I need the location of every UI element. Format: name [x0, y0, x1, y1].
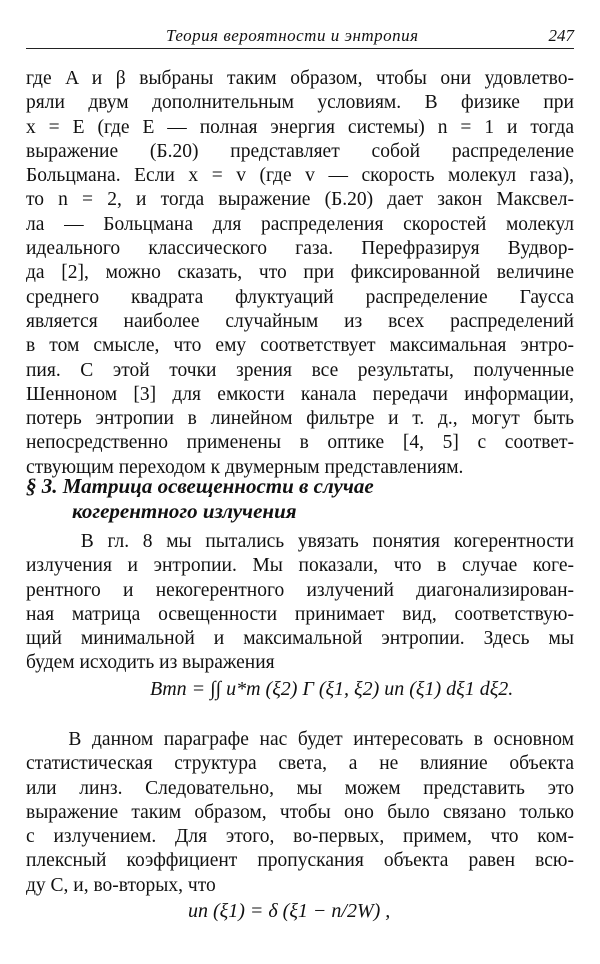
text-line: рентного и некогерентного излучений диагонализирован-: [26, 579, 574, 601]
section-heading-line-1: § 3. Матрица освещенности в случае: [26, 474, 374, 498]
text-line: да [2], можно сказать, что при фиксированной величине: [26, 262, 574, 284]
running-title: Теория вероятности и энтропия: [166, 26, 419, 45]
text-line: будем исходить из выражения: [26, 652, 275, 674]
text-line: среднего квадрата флуктуаций распределение Гаусса: [26, 286, 574, 308]
formula-delta: un (ξ1) = δ (ξ1 − n/2W) ,: [188, 900, 391, 922]
text-line: плексный коэффициент пропускания объекта равен всю-: [26, 850, 574, 872]
text-line: выражение таким образом, чтобы оно было связано только: [26, 801, 574, 823]
paragraph-2: [26, 530, 574, 676]
text-line: в том смысле, что ему соответствует максимальная энтро-: [26, 335, 574, 357]
running-header: [26, 24, 574, 49]
text-line: непосредственно применены в оптике [4, 5] с соответ-: [26, 432, 574, 454]
text-line: Больцмана. Если x = v (где v — скорость молекул газа),: [26, 165, 574, 187]
text-line: ная матрица освещенности принимает вид, соответствую-: [26, 603, 574, 625]
text-line: выражение (Б.20) представляет собой распределение: [26, 140, 574, 162]
text-line: с излучением. Для этого, во-первых, примем, что ком-: [26, 826, 574, 848]
text-line: ствующим переходом к двумерным представлениям.: [26, 456, 464, 478]
text-line: или линз. Следовательно, мы можем представить это: [26, 777, 574, 799]
text-line: ду C, и, во-вторых, что: [26, 874, 216, 896]
text-line: ряли двум дополнительным условиям. В физике при: [26, 92, 574, 114]
text-line: щий минимальной и максимальной энтропии. Здесь мы: [26, 628, 574, 650]
text-line: идеального классического газа. Перефразируя Вудвор-: [26, 238, 574, 260]
text-line: В данном параграфе нас будет интересовать в основном: [26, 729, 574, 750]
text-line: пия. С этой точки зрения все результаты, полученные: [26, 359, 574, 381]
text-line: то n = 2, и тогда выражение (Б.20) дает закон Максвел-: [26, 189, 574, 211]
text-line: В гл. 8 мы пытались увязать понятия когерентности: [26, 531, 574, 552]
section-heading: [26, 474, 574, 524]
text-line: x = E (где E — полная энергия системы) n = 1 и тогда: [26, 116, 574, 138]
text-line: ла — Больцмана для распределения скоростей молекул: [26, 213, 574, 235]
text-line: излучения и энтропии. Мы показали, что в случае коге-: [26, 555, 574, 577]
text-line: где A и β выбраны таким образом, чтобы они удовлетво-: [26, 68, 574, 89]
text-line: статистическая структура света, а не влияние объекта: [26, 753, 574, 775]
text-line: Шенноном [3] для емкости канала передачи информации,: [26, 383, 574, 405]
paragraph-1: [26, 67, 574, 480]
section-heading-line-2: когерентного излучения: [72, 499, 297, 523]
formula-matrix-element: Bmn = ∫∫ u*m (ξ2) Γ (ξ1, ξ2) un (ξ1) dξ1 dξ2.: [150, 678, 514, 700]
page-number: 247: [548, 26, 574, 45]
text-line: является наиболее случайным из всех распределений: [26, 310, 574, 332]
paragraph-3: [26, 728, 574, 898]
text-line: потерь энтропии в линейном фильтре и т. д., могут быть: [26, 408, 574, 430]
